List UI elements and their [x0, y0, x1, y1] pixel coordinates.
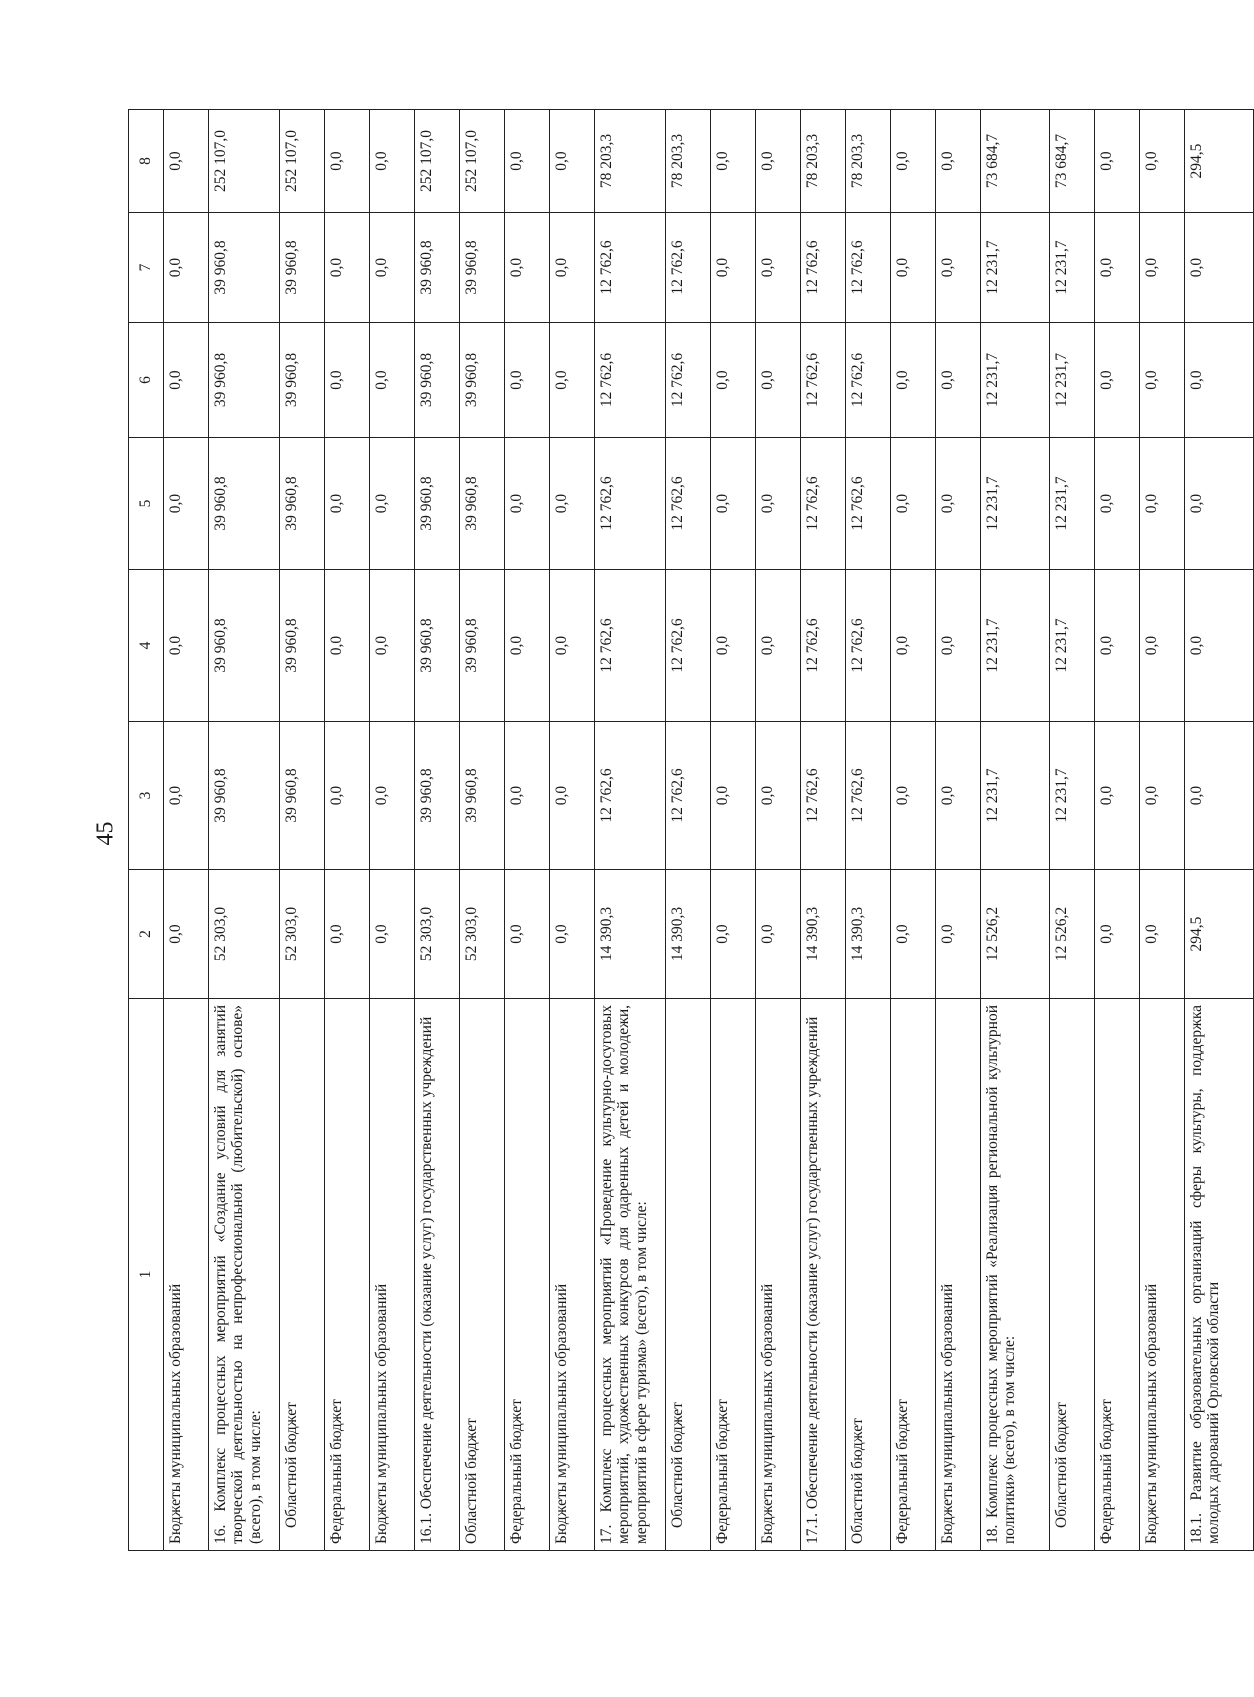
row-label: 18.1. Развитие образовательных организаций сферы культуры, поддержка молодых дарований Орловской области: [1185, 999, 1254, 1551]
value-cell: 39 960,8: [209, 438, 280, 570]
column-header: 1: [129, 999, 164, 1551]
value-cell: 0,0: [936, 722, 981, 870]
value-cell: 0,0: [891, 438, 936, 570]
value-cell: 0,0: [1185, 570, 1254, 722]
value-cell: 12 526,2: [981, 870, 1050, 999]
value-cell: 0,0: [370, 870, 415, 999]
value-cell: 0,0: [1095, 570, 1140, 722]
value-cell: 0,0: [756, 323, 801, 438]
value-cell: 0,0: [936, 110, 981, 213]
value-cell: 0,0: [1095, 438, 1140, 570]
column-header: 5: [129, 438, 164, 570]
table-row: [936, 110, 981, 1551]
value-cell: 12 762,6: [846, 438, 891, 570]
row-label: Бюджеты муниципальных образований: [550, 999, 595, 1551]
column-header: 2: [129, 870, 164, 999]
value-cell: 39 960,8: [415, 570, 460, 722]
value-cell: 12 762,6: [595, 570, 666, 722]
value-cell: 0,0: [1140, 110, 1185, 213]
row-label: Федеральный бюджет: [891, 999, 936, 1551]
value-cell: 12 231,7: [1050, 438, 1095, 570]
value-cell: 12 762,6: [801, 570, 846, 722]
row-label: 16. Комплекс процессных мероприятий «Создание условий для занятий творческой деятельностью на непрофессиональной (любительской) основе» (всего), в том числе:: [209, 999, 280, 1551]
value-cell: 252 107,0: [209, 110, 280, 213]
value-cell: 0,0: [1095, 213, 1140, 323]
table-row: [846, 110, 891, 1551]
value-cell: 0,0: [325, 110, 370, 213]
value-cell: 0,0: [325, 213, 370, 323]
value-cell: 0,0: [756, 110, 801, 213]
value-cell: 0,0: [1140, 213, 1185, 323]
table-row: [325, 110, 370, 1551]
value-cell: 0,0: [1185, 722, 1254, 870]
table-row: [595, 110, 666, 1551]
table-row: [505, 110, 550, 1551]
value-cell: 0,0: [711, 213, 756, 323]
value-cell: 0,0: [891, 323, 936, 438]
table-row: [801, 110, 846, 1551]
value-cell: 39 960,8: [460, 213, 505, 323]
value-cell: 0,0: [505, 213, 550, 323]
value-cell: 252 107,0: [415, 110, 460, 213]
value-cell: 39 960,8: [280, 213, 325, 323]
value-cell: 12 231,7: [1050, 323, 1095, 438]
value-cell: 39 960,8: [415, 722, 460, 870]
table-row: [1140, 110, 1185, 1551]
value-cell: 52 303,0: [280, 870, 325, 999]
table-row: [1095, 110, 1140, 1551]
table-row: [891, 110, 936, 1551]
value-cell: 0,0: [550, 213, 595, 323]
value-cell: 12 231,7: [981, 213, 1050, 323]
value-cell: 52 303,0: [460, 870, 505, 999]
value-cell: 0,0: [164, 213, 209, 323]
value-cell: 0,0: [550, 110, 595, 213]
value-cell: 12 762,6: [595, 722, 666, 870]
value-cell: 0,0: [505, 870, 550, 999]
row-label: 17. Комплекс процессных мероприятий «Проведение культурно-досуговых мероприятий, художественных конкурсов для одаренных детей и молодежи, мероприятий в сфере туризма» (всего), в том числе:: [595, 999, 666, 1551]
column-header: 4: [129, 570, 164, 722]
value-cell: 52 303,0: [209, 870, 280, 999]
value-cell: 0,0: [1095, 323, 1140, 438]
value-cell: 73 684,7: [1050, 110, 1095, 213]
column-header: 6: [129, 323, 164, 438]
value-cell: 294,5: [1185, 870, 1254, 999]
value-cell: 0,0: [1140, 323, 1185, 438]
row-label: Федеральный бюджет: [711, 999, 756, 1551]
value-cell: 252 107,0: [460, 110, 505, 213]
value-cell: 0,0: [550, 323, 595, 438]
value-cell: 39 960,8: [460, 438, 505, 570]
value-cell: 12 231,7: [1050, 570, 1095, 722]
value-cell: 39 960,8: [209, 213, 280, 323]
value-cell: 0,0: [711, 110, 756, 213]
budget-table-container: [128, 110, 1223, 1551]
row-label: 16.1. Обеспечение деятельности (оказание услуг) государственных учреждений: [415, 999, 460, 1551]
row-label: Бюджеты муниципальных образований: [756, 999, 801, 1551]
value-cell: 0,0: [505, 570, 550, 722]
value-cell: 0,0: [550, 438, 595, 570]
value-cell: 0,0: [505, 323, 550, 438]
value-cell: 39 960,8: [460, 570, 505, 722]
value-cell: 39 960,8: [280, 722, 325, 870]
value-cell: 0,0: [1185, 323, 1254, 438]
value-cell: 0,0: [505, 110, 550, 213]
value-cell: 0,0: [756, 722, 801, 870]
value-cell: 0,0: [891, 570, 936, 722]
value-cell: 12 762,6: [846, 323, 891, 438]
value-cell: 14 390,3: [846, 870, 891, 999]
value-cell: 0,0: [936, 438, 981, 570]
table-row: [550, 110, 595, 1551]
value-cell: 0,0: [1140, 870, 1185, 999]
value-cell: 14 390,3: [666, 870, 711, 999]
column-header: 8: [129, 110, 164, 213]
value-cell: 0,0: [325, 438, 370, 570]
value-cell: 0,0: [370, 570, 415, 722]
value-cell: 0,0: [505, 438, 550, 570]
value-cell: 0,0: [756, 438, 801, 570]
value-cell: 12 762,6: [595, 323, 666, 438]
value-cell: 12 231,7: [981, 323, 1050, 438]
value-cell: 0,0: [550, 570, 595, 722]
value-cell: 14 390,3: [595, 870, 666, 999]
value-cell: 0,0: [936, 323, 981, 438]
value-cell: 12 762,6: [666, 570, 711, 722]
value-cell: 0,0: [550, 870, 595, 999]
value-cell: 12 231,7: [981, 570, 1050, 722]
value-cell: 12 762,6: [801, 323, 846, 438]
value-cell: 12 762,6: [801, 438, 846, 570]
row-label: Бюджеты муниципальных образований: [936, 999, 981, 1551]
row-label: Бюджеты муниципальных образований: [370, 999, 415, 1551]
row-label: Федеральный бюджет: [505, 999, 550, 1551]
budget-table: [128, 109, 1254, 1551]
value-cell: 39 960,8: [280, 323, 325, 438]
value-cell: 0,0: [370, 323, 415, 438]
table-row: [711, 110, 756, 1551]
value-cell: 12 762,6: [801, 722, 846, 870]
table-row: [460, 110, 505, 1551]
value-cell: 0,0: [1140, 438, 1185, 570]
value-cell: 0,0: [756, 213, 801, 323]
value-cell: 0,0: [1185, 438, 1254, 570]
value-cell: 39 960,8: [280, 438, 325, 570]
row-label: Областной бюджет: [1050, 999, 1095, 1551]
value-cell: 12 762,6: [666, 213, 711, 323]
table-row: [209, 110, 280, 1551]
value-cell: 14 390,3: [801, 870, 846, 999]
value-cell: 78 203,3: [666, 110, 711, 213]
table-row: [415, 110, 460, 1551]
value-cell: 0,0: [1095, 722, 1140, 870]
value-cell: 0,0: [711, 570, 756, 722]
value-cell: 0,0: [711, 323, 756, 438]
table-row: [1050, 110, 1095, 1551]
row-label: Федеральный бюджет: [1095, 999, 1140, 1551]
value-cell: 0,0: [164, 110, 209, 213]
value-cell: 0,0: [936, 870, 981, 999]
value-cell: 12 762,6: [846, 570, 891, 722]
table-row: [164, 110, 209, 1551]
value-cell: 0,0: [505, 722, 550, 870]
row-label: Областной бюджет: [460, 999, 505, 1551]
value-cell: 52 303,0: [415, 870, 460, 999]
value-cell: 0,0: [711, 870, 756, 999]
row-label: Бюджеты муниципальных образований: [1140, 999, 1185, 1551]
row-label: 18. Комплекс процессных мероприятий «Реализация региональной культурной политики» (всего), в том числе:: [981, 999, 1050, 1551]
table-row: [981, 110, 1050, 1551]
value-cell: 0,0: [1140, 722, 1185, 870]
column-header: 7: [129, 213, 164, 323]
table-row: [666, 110, 711, 1551]
row-label: Областной бюджет: [846, 999, 891, 1551]
value-cell: 0,0: [325, 323, 370, 438]
row-label: 17.1. Обеспечение деятельности (оказание услуг) государственных учреждений: [801, 999, 846, 1551]
value-cell: 294,5: [1185, 110, 1254, 213]
value-cell: 12 762,6: [846, 213, 891, 323]
table-row: [1185, 110, 1254, 1551]
value-cell: 0,0: [370, 722, 415, 870]
value-cell: 252 107,0: [280, 110, 325, 213]
value-cell: 0,0: [1140, 570, 1185, 722]
value-cell: 0,0: [891, 110, 936, 213]
column-header: 3: [129, 722, 164, 870]
value-cell: 0,0: [164, 570, 209, 722]
value-cell: 12 762,6: [595, 438, 666, 570]
value-cell: 39 960,8: [209, 722, 280, 870]
value-cell: 12 231,7: [1050, 213, 1095, 323]
value-cell: 78 203,3: [846, 110, 891, 213]
row-label: Областной бюджет: [666, 999, 711, 1551]
value-cell: 0,0: [325, 722, 370, 870]
value-cell: 0,0: [711, 722, 756, 870]
row-label: Областной бюджет: [280, 999, 325, 1551]
value-cell: 0,0: [756, 570, 801, 722]
value-cell: 12 231,7: [981, 438, 1050, 570]
value-cell: 0,0: [164, 870, 209, 999]
value-cell: 0,0: [711, 438, 756, 570]
row-label: Федеральный бюджет: [325, 999, 370, 1551]
row-label: Бюджеты муниципальных образований: [164, 999, 209, 1551]
value-cell: 39 960,8: [280, 570, 325, 722]
value-cell: 0,0: [756, 870, 801, 999]
value-cell: 0,0: [164, 722, 209, 870]
value-cell: 78 203,3: [595, 110, 666, 213]
value-cell: 12 762,6: [666, 323, 711, 438]
value-cell: 12 762,6: [801, 213, 846, 323]
value-cell: 39 960,8: [460, 323, 505, 438]
value-cell: 0,0: [370, 213, 415, 323]
value-cell: 39 960,8: [460, 722, 505, 870]
value-cell: 0,0: [891, 213, 936, 323]
value-cell: 39 960,8: [209, 570, 280, 722]
value-cell: 0,0: [936, 570, 981, 722]
value-cell: 12 231,7: [981, 722, 1050, 870]
value-cell: 0,0: [370, 110, 415, 213]
value-cell: 0,0: [1095, 110, 1140, 213]
value-cell: 12 762,6: [846, 722, 891, 870]
value-cell: 0,0: [325, 570, 370, 722]
value-cell: 73 684,7: [981, 110, 1050, 213]
value-cell: 78 203,3: [801, 110, 846, 213]
value-cell: 0,0: [1185, 213, 1254, 323]
value-cell: 0,0: [370, 438, 415, 570]
value-cell: 12 762,6: [666, 438, 711, 570]
value-cell: 0,0: [936, 213, 981, 323]
value-cell: 0,0: [550, 722, 595, 870]
table-row: [370, 110, 415, 1551]
table-row: [280, 110, 325, 1551]
value-cell: 0,0: [164, 438, 209, 570]
header-row: [129, 110, 164, 1551]
table-body: [164, 110, 1254, 1551]
value-cell: 39 960,8: [415, 323, 460, 438]
value-cell: 39 960,8: [415, 213, 460, 323]
page-number: 45: [92, 821, 119, 846]
value-cell: 12 762,6: [666, 722, 711, 870]
value-cell: 12 231,7: [1050, 722, 1095, 870]
value-cell: 12 762,6: [595, 213, 666, 323]
value-cell: 0,0: [1095, 870, 1140, 999]
value-cell: 0,0: [164, 323, 209, 438]
value-cell: 12 526,2: [1050, 870, 1095, 999]
value-cell: 0,0: [891, 870, 936, 999]
value-cell: 39 960,8: [415, 438, 460, 570]
value-cell: 0,0: [325, 870, 370, 999]
table-row: [756, 110, 801, 1551]
value-cell: 0,0: [891, 722, 936, 870]
value-cell: 39 960,8: [209, 323, 280, 438]
